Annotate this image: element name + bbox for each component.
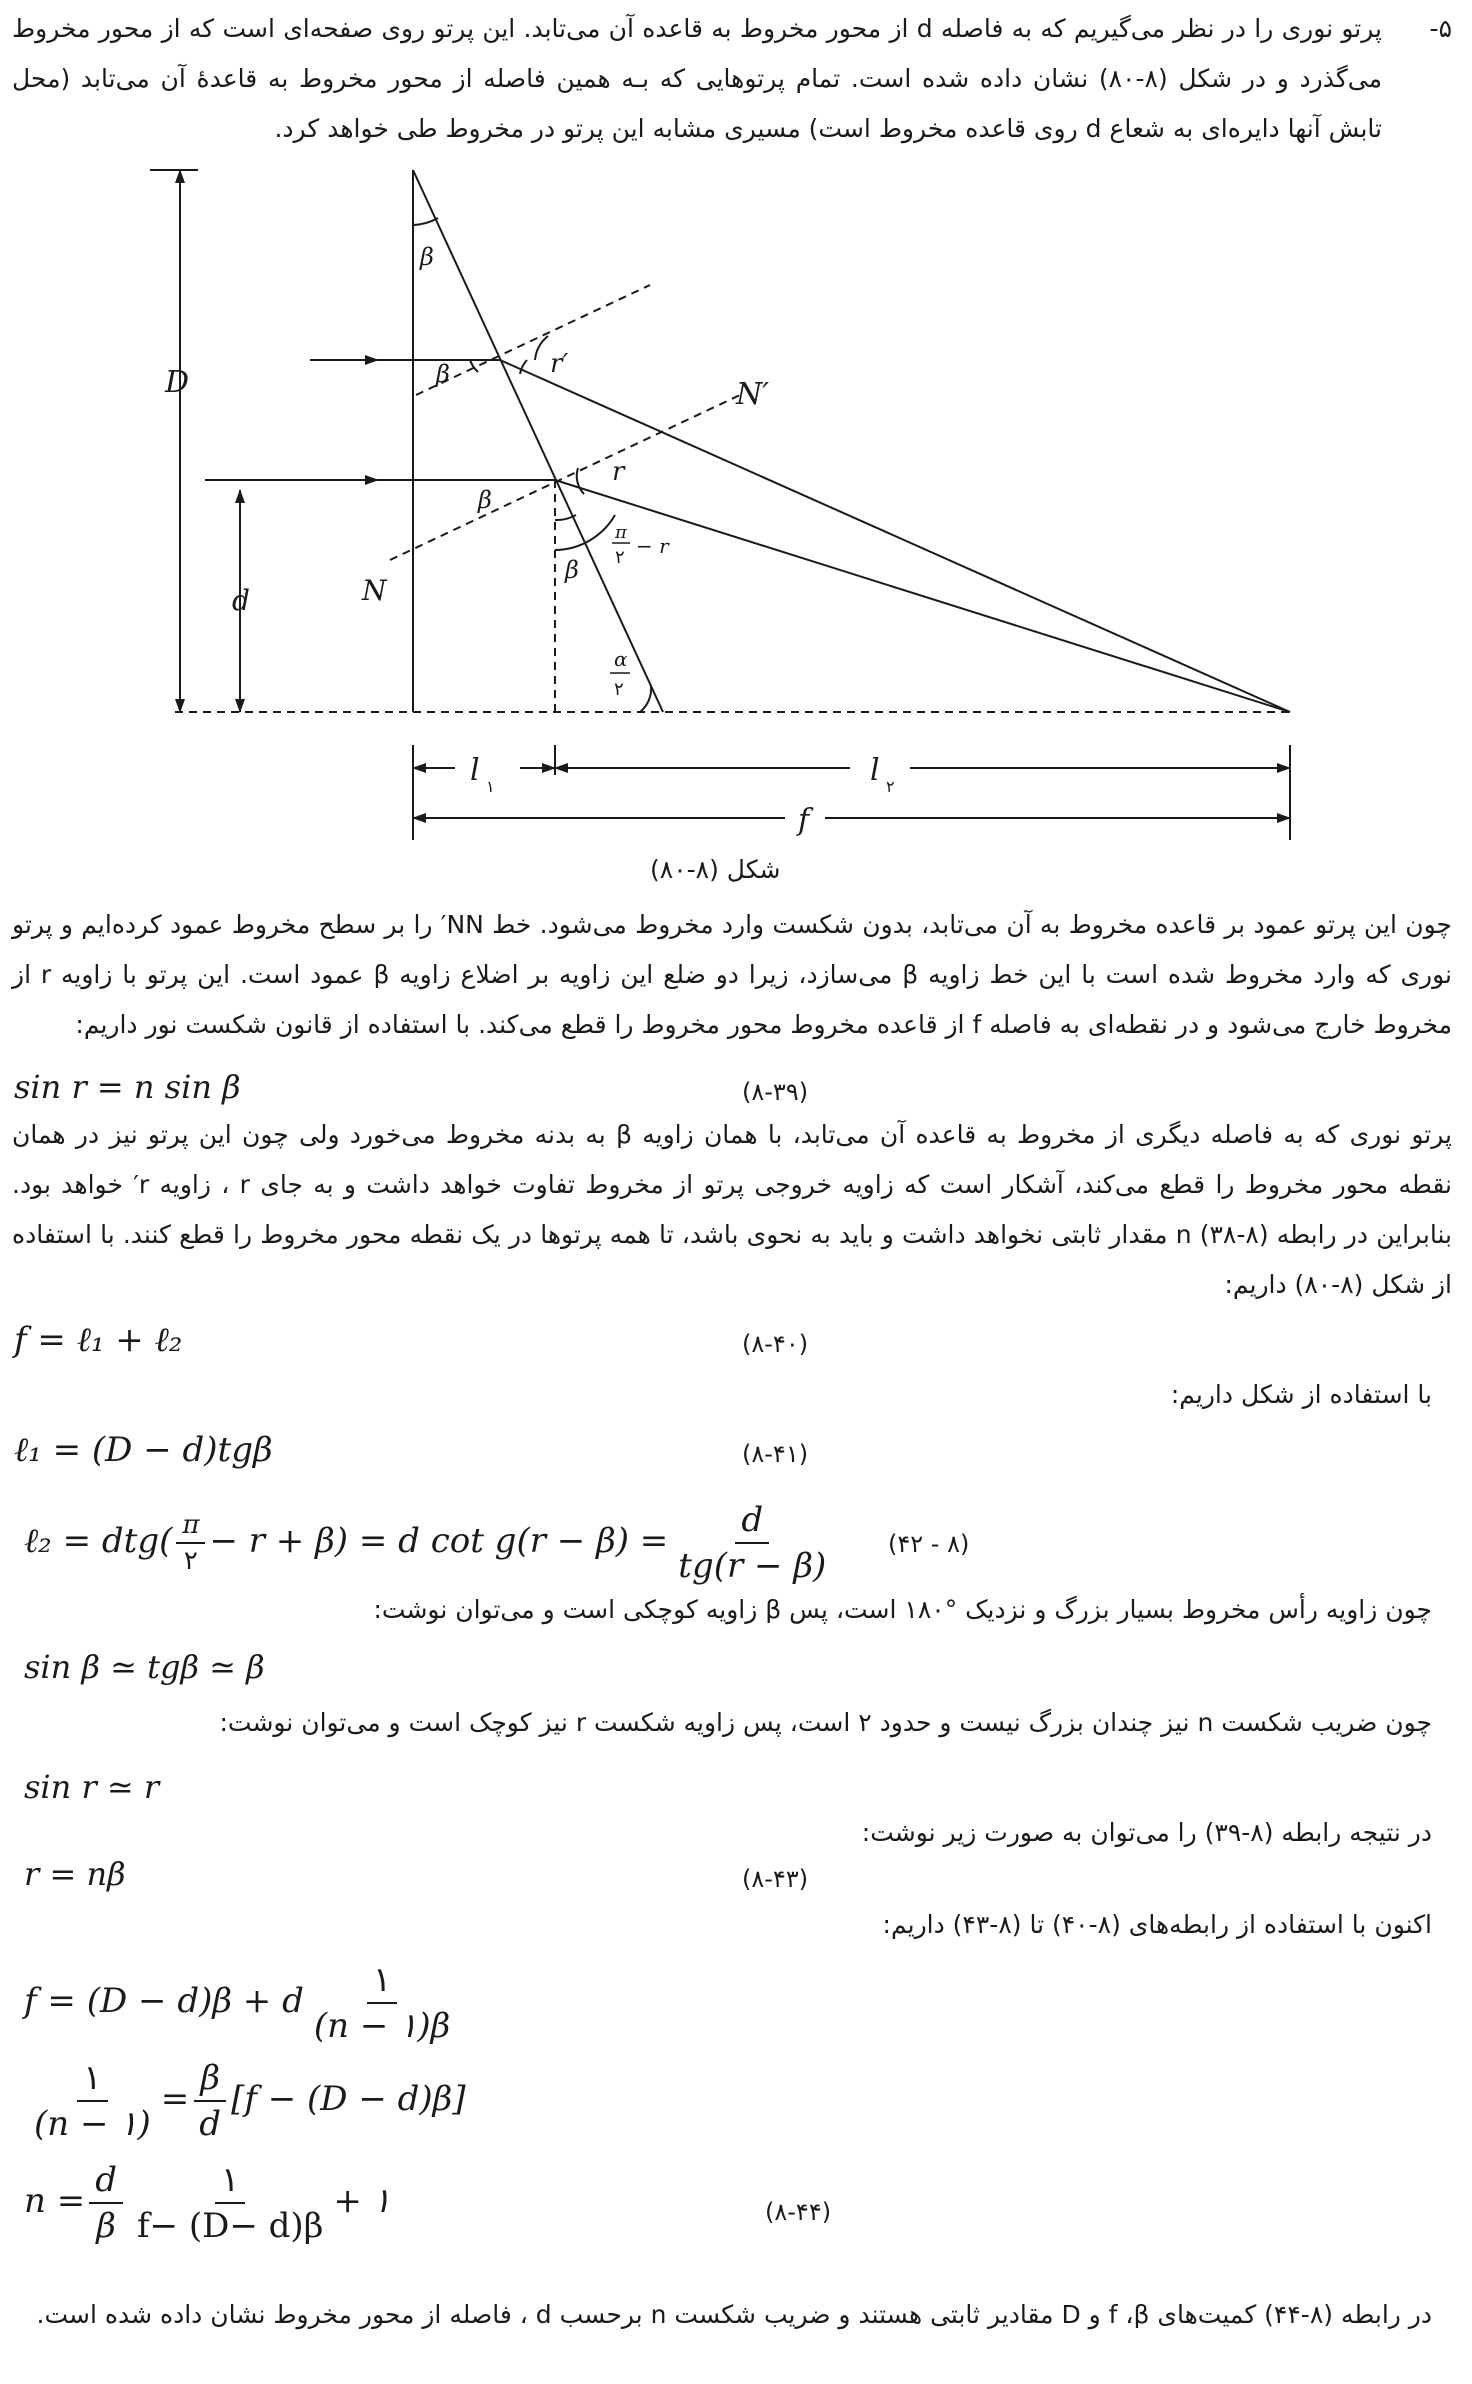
equation-44-a bbox=[24, 1960, 460, 2046]
cone-ray-figure bbox=[0, 0, 1472, 900]
eq42-part-b: − r + β) = d cot g(r − β) = bbox=[209, 1521, 669, 1561]
paragraph-8: در رابطه (۸-۴۴) کمیت‌های f ،β و D مقادیر ثابتی هستند و ضریب شکست n برحسب d ، فاصله از محور مخروط نشان داده شده است. bbox=[36, 2300, 1432, 2329]
label-D: D bbox=[165, 365, 190, 400]
label-N-prime: N′ bbox=[736, 377, 770, 412]
label-f: f bbox=[798, 803, 810, 838]
label-alpha: α bbox=[614, 647, 628, 671]
eq44a-num: ۱ bbox=[367, 1960, 397, 2004]
equation-41: ℓ₁ = (D − d)tgβ bbox=[14, 1430, 273, 1470]
eq42-two: ۲ bbox=[183, 1546, 198, 1576]
label-r: r bbox=[612, 457, 625, 487]
paragraph-6: در نتیجه رابطه (۸-۳۹) را می‌توان به صورت زیر نوشت: bbox=[861, 1818, 1432, 1847]
paragraph-5: چون ضریب شکست n نیز چندان بزرگ نیست و حدود ۲ است، پس زاویه شکست r نیز کوچک است و می‌توان نوشت: bbox=[219, 1708, 1432, 1737]
equation-40-number: (۸-۴۰) bbox=[742, 1330, 809, 1358]
eq44b-fden: d bbox=[199, 2104, 222, 2144]
eq44b-eq: = bbox=[160, 2079, 190, 2119]
equation-39-number: (۸-۳۹) bbox=[742, 1078, 809, 1106]
problem-intro: پرتو نوری را در نظر می‌گیریم که به فاصله d از محور مخروط به قاعده آن می‌تابد. این پرتو روی صفحه‌ای است که از محور مخروط می‌گذرد و در شکل (۸-۸۰) نشان داده شده است. تمام پرتوهایی که بـه همین فاصله از محور مخروط به قاعدهٔ آن می‌تابد (محل تابش آنها دایره‌ای به شعاع d روی قاعده مخروط است) مسیری مشابه این پرتو در مخروط طی خواهد کرد. bbox=[12, 14, 1383, 143]
eq44a-lhs: f = (D − d)β + d bbox=[24, 1981, 304, 2021]
eq44c-lhs: n = bbox=[24, 2181, 86, 2221]
equation-43: r = nβ bbox=[24, 1855, 126, 1893]
equation-43-number: (۸-۴۳) bbox=[742, 1865, 809, 1893]
label-l1-sub: ۱ bbox=[486, 777, 495, 796]
label-r-prime: r′ bbox=[550, 349, 569, 379]
equation-42-number: (۸ - ۴۲) bbox=[888, 1530, 970, 1558]
eq44b-rhs: [f − (D − d)β] bbox=[231, 2079, 466, 2119]
label-l2: l bbox=[870, 753, 880, 788]
equation-44-number: (۸-۴۴) bbox=[765, 2198, 832, 2226]
eq44b-den: (n − ۱) bbox=[34, 2104, 151, 2144]
equation-sin-r: sin r ≃ r bbox=[24, 1768, 160, 1806]
eq44a-den: (n − ۱)β bbox=[313, 2006, 451, 2046]
paragraph-1: چون این پرتو عمود بر قاعده مخروط به آن می‌تابد، بدون شکست وارد مخروط می‌شود. خط NN′ را بر سطح مخروط عمود کرده‌ایم و پرتو نوری که وارد مخروط شده است با این خط زاویه β می‌سازد، زیرا دو ضلع این زاویه بر اضلاع زاویه β عمود است. این پرتو با زاویه r از مخروط خارج می‌شود و در نقطه‌ای به فاصله f از قاعده مخروط محور مخروط را قطع می‌کند. با استفاده از قانون شکست نور داریم: bbox=[12, 910, 1452, 1039]
equation-44-c bbox=[24, 2160, 391, 2246]
eq44c-fnum: d bbox=[89, 2160, 123, 2204]
label-alpha-two: ۲ bbox=[614, 679, 624, 700]
eq42-pi: π bbox=[176, 1510, 205, 1544]
eq42-den: tg(r − β) bbox=[678, 1546, 827, 1586]
label-two: ۲ bbox=[615, 547, 625, 568]
cone-surface bbox=[413, 170, 663, 712]
equation-39: sin r = n sin β bbox=[14, 1068, 241, 1106]
label-beta-vertical: β bbox=[565, 556, 579, 584]
equation-42 bbox=[24, 1500, 836, 1586]
paragraph-2: پرتو نوری که به فاصله دیگری از مخروط به قاعده آن می‌تابد، با همان زاویه β به بدنه مخروط می‌خورد ولی چون این پرتو نیز در همان نقطه محور مخروط را قطع می‌کند، آشکار است که زاویه خروجی پرتو از مخروط تفاوت خواهد داشت و به جای r ، زاویه r′ خواهد بود. بنابراین در رابطه (۸-۳۸) n مقدار ثابتی نخواهد داشت و باید به نحوی باشد، تا همه پرتوها در یک نقطه محور مخروط را قطع کنند. با استفاده از شکل (۸-۸۰) داریم: bbox=[12, 1120, 1452, 1299]
eq42-num: d bbox=[735, 1500, 769, 1544]
eq44c-tail: + ۱ bbox=[333, 2181, 391, 2221]
eq42-part-a: ℓ₂ = dtg( bbox=[24, 1521, 173, 1561]
eq44c-num: ۱ bbox=[215, 2160, 245, 2204]
figure-caption: شکل (۸-۸۰) bbox=[650, 855, 781, 884]
equation-41-number: (۸-۴۱) bbox=[742, 1440, 809, 1468]
label-N: N bbox=[362, 574, 387, 607]
label-l1: l bbox=[470, 753, 480, 788]
eq44b-fnum: β bbox=[194, 2058, 226, 2102]
eq44c-fden: β bbox=[96, 2206, 116, 2246]
paragraph-3: با استفاده از شکل داریم: bbox=[1170, 1380, 1432, 1409]
normal-upper bbox=[416, 285, 650, 395]
eq44b-num: ۱ bbox=[77, 2058, 107, 2102]
equation-sin-beta: sin β ≃ tgβ ≃ β bbox=[24, 1648, 265, 1686]
eq44c-den: f− (D− d)β bbox=[136, 2206, 324, 2246]
paragraph-7: اکنون با استفاده از رابطه‌های (۸-۴۰) تا (۸-۴۳) داریم: bbox=[882, 1910, 1432, 1939]
label-beta-upper: β bbox=[436, 360, 450, 388]
label-l2-sub: ۲ bbox=[886, 777, 895, 796]
label-minus-r: − r bbox=[636, 534, 669, 558]
normal-lower bbox=[390, 395, 740, 560]
label-pi: π bbox=[615, 522, 627, 543]
refracted-ray-lower bbox=[555, 480, 1290, 712]
problem-number: ۵- bbox=[1429, 14, 1452, 43]
equation-44-b bbox=[24, 2058, 466, 2144]
label-beta-lower: β bbox=[478, 486, 492, 514]
label-beta-apex: β bbox=[420, 243, 434, 271]
equation-40: f = ℓ₁ + ℓ₂ bbox=[14, 1320, 183, 1360]
label-d: d bbox=[232, 584, 250, 617]
paragraph-4: چون زاویه رأس مخروط بسیار بزرگ و نزدیک °۱۸۰ است، پس β زاویه کوچکی است و می‌توان نوشت: bbox=[373, 1595, 1432, 1624]
